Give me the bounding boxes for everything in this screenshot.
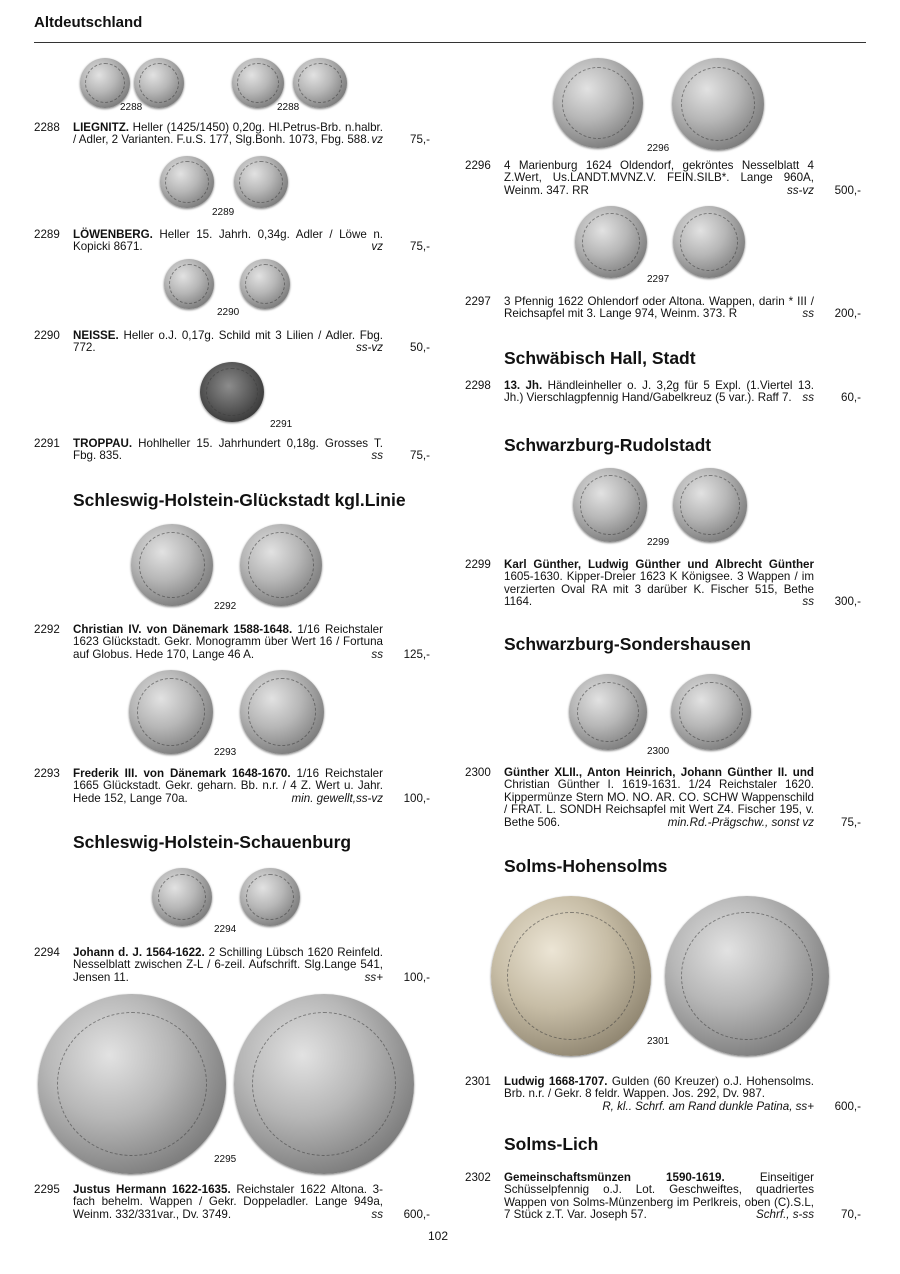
lot-description: Hohlheller 15. Jahrhundert 0,18g. Grosses T. Fbg. 835. (73, 437, 383, 463)
lot-grade: vz (371, 240, 383, 254)
section-heading: Schwarzburg-Sondershausen (504, 634, 751, 654)
lot-title: Justus Hermann 1622-1635. (73, 1183, 231, 1196)
lot-description: 1/16 Reichstaler 1623 Glückstadt. Gekr. Monogramm über Wert 16 / Fortuna auf Globus. Hede 170, Lange 46 A. (73, 623, 383, 661)
lot-title: Gemeinschaftsmünzen 1590-1619. (504, 1171, 725, 1184)
lot-number: 2290 (34, 329, 60, 342)
coin-label: 2301 (647, 1036, 670, 1047)
coin-image (240, 670, 324, 754)
coin-image (673, 206, 745, 278)
lot-2291 (34, 438, 430, 463)
lot-number: 2289 (34, 228, 60, 241)
lot-price: 100,- (403, 970, 430, 984)
lot-grade: ss-vz (786, 183, 814, 197)
lot-price: 100,- (403, 791, 430, 805)
coin-image (129, 670, 213, 754)
lot-description: Heller (1425/1450) 0,20g. Hl.Petrus-Brb. n.halbr. / Adler, 2 Varianten. F.u.S. 177, Slg.Bonh. 1073, Fbg. 588. (73, 121, 383, 147)
section-heading: Schleswig-Holstein-Schauenburg (73, 832, 352, 852)
coin-image (164, 259, 214, 309)
lot-price: 75,- (410, 240, 430, 254)
coin-label: 2295 (214, 1154, 237, 1165)
lot-grade: ss-vz (355, 341, 383, 355)
coin-image (200, 362, 264, 422)
lot-number: 2301 (465, 1075, 491, 1088)
lot-2293 (34, 768, 430, 805)
lot-description: Händleinheller o. J. 3,2g für 5 Expl. (1.Viertel 13. Jh.) Vierschlagpfennig Hand/Gabelkreuz (5 var.). Raff 7. (504, 379, 814, 405)
page-number: 102 (428, 1229, 449, 1243)
lot-2298 (465, 380, 861, 405)
lot-title: Karl Günther, Ludwig Günther und Albrecht Günther (504, 558, 814, 571)
lot-description: 2 Schilling Lübsch 1620 Reinfeld. Nesselblatt zwischen Z-L / 6-zeil. Aufschrift. Slg.Lange 541, Jensen 11. (73, 946, 383, 984)
coin-image (665, 896, 829, 1056)
lot-description: Reichstaler 1622 Altona. 3-fach behelm. Wappen / Gekr. Doppeladler. Lange 949a, Weinm. 332/331var., Dv. 3749. (73, 1183, 383, 1221)
lot-number: 2299 (465, 558, 491, 571)
lot-2292 (34, 624, 430, 661)
coin-label: 2296 (647, 143, 670, 154)
lot-2299 (465, 559, 861, 609)
coin-image (134, 58, 184, 108)
lot-description: Gulden (60 Kreuzer) o.J. Hohensolms. Brb. n.r. / Gekr. 8 feldr. Wappen. Jos. 292, Dv. 987. (504, 1075, 814, 1101)
lot-number: 2288 (34, 121, 60, 134)
lot-description: Heller o.J. 0,17g. Schild mit 3 Lilien / Adler. Fbg. 772. (73, 329, 383, 355)
lot-description: 3 Pfennig 1622 Ohlendorf oder Altona. Wappen, darin * III / Reichsapfel mit 3. Lange 974, Weinm. 373. R (504, 295, 814, 321)
lot-title: Frederik III. von Dänemark 1648-1670. (73, 767, 291, 780)
lot-number: 2291 (34, 437, 60, 450)
lot-grade: ss (802, 595, 814, 609)
coin-image (160, 156, 214, 208)
lot-2294 (34, 947, 430, 984)
lot-price: 75,- (410, 133, 430, 147)
lot-price: 600,- (403, 1207, 430, 1221)
coin-label: 2292 (214, 601, 237, 612)
lot-description: Heller 15. Jahrh. 0,34g. Adler / Löwe n. Kopicki 8671. (73, 228, 383, 254)
lot-2296 (465, 160, 861, 197)
coin-image (38, 994, 226, 1174)
lot-2290 (34, 330, 430, 355)
coin-image (673, 468, 747, 542)
lot-price: 75,- (410, 449, 430, 463)
coin-image (131, 524, 213, 606)
lot-2289 (34, 229, 430, 254)
coin-image (569, 674, 647, 750)
coin-image (240, 868, 300, 926)
coin-image (152, 868, 212, 926)
section-heading: Solms-Hohensolms (504, 856, 668, 876)
lot-2302 (465, 1172, 861, 1222)
coin-image (573, 468, 647, 542)
lot-grade: min. gewellt,ss-vz (291, 791, 383, 805)
lot-grade: ss (371, 1207, 383, 1221)
coin-image (671, 674, 751, 750)
lot-number: 2296 (465, 159, 491, 172)
coin-image (240, 524, 322, 606)
lot-number: 2297 (465, 295, 491, 308)
lot-grade: vz (371, 133, 383, 147)
lot-grade: min.Rd.-Prägschw., sonst vz (667, 815, 814, 829)
lot-title: Christian IV. von Dänemark 1588-1648. (73, 623, 293, 636)
coin-label: 2293 (214, 747, 237, 758)
lot-price: 300,- (834, 595, 861, 609)
lot-description: Einseitiger Schüsselpfennig o.J. Lot. Geschweiftes, quadriertes Wappen von Solms-Münzenberg im Perlkreis, oben (C).S.L, 7 Stück z.T. Var. Joseph 57. (504, 1171, 814, 1222)
lot-number: 2293 (34, 767, 60, 780)
lot-2297 (465, 296, 861, 321)
coin-label: 2290 (217, 307, 240, 318)
lot-grade: ss (802, 391, 814, 405)
coin-label: 2299 (647, 537, 670, 548)
coin-image (672, 58, 764, 150)
lot-2301 (465, 1076, 861, 1113)
section-heading: Solms-Lich (504, 1134, 599, 1154)
lot-2288 (34, 122, 430, 147)
coin-image (575, 206, 647, 278)
lot-price: 70,- (841, 1208, 861, 1222)
section-heading: Schwarzburg-Rudolstadt (504, 435, 712, 455)
lot-2300 (465, 767, 861, 829)
page-header-title: Altdeutschland (34, 14, 143, 31)
lot-number: 2298 (465, 379, 491, 392)
lot-price: 50,- (410, 341, 430, 355)
lot-number: 2300 (465, 766, 491, 779)
lot-grade: ss+ (364, 970, 383, 984)
coin-image (234, 994, 414, 1174)
lot-2295 (34, 1184, 430, 1221)
coin-label: 2300 (647, 746, 670, 757)
header-rule (34, 42, 866, 43)
coin-label: 2291 (270, 419, 293, 430)
section-heading: Schwäbisch Hall, Stadt (504, 348, 696, 368)
lot-grade: R, kl.. Schrf. am Rand dunkle Patina, ss+ (602, 1099, 814, 1113)
coin-image (80, 58, 130, 108)
lot-title: Johann d. J. 1564-1622. (73, 946, 205, 959)
lot-price: 60,- (841, 391, 861, 405)
lot-title: Günther XLII., Anton Heinrich, Johann Günther II. und (504, 766, 814, 779)
coin-label: 2289 (212, 207, 235, 218)
lot-description: 1605-1630. Kipper-Dreier 1623 K Königsee. 3 Wappen / im verzierten Oval RA mit 3 darüber K. Fischer 515, Bethe 1164. (504, 570, 814, 609)
lot-number: 2302 (465, 1171, 491, 1184)
coin-image (232, 58, 284, 108)
lot-title: LÖWENBERG. (73, 228, 153, 241)
coin-label: 2294 (214, 924, 237, 935)
lot-grade: ss (371, 449, 383, 463)
lot-title: NEISSE. (73, 329, 119, 342)
coin-image (293, 58, 347, 108)
lot-price: 125,- (403, 647, 430, 661)
coin-image (240, 259, 290, 309)
lot-description: 4 Marienburg 1624 Oldendorf, gekröntes Nesselblatt 4 Z.Wert, Us.LANDT.MVNZ.V. FEIN.SILB*. Lange 960A, Weinm. 347. RR (504, 159, 814, 197)
coin-label: 2288 (120, 102, 143, 113)
section-heading: Schleswig-Holstein-Glückstadt kgl.Linie (73, 490, 406, 510)
lot-price: 600,- (834, 1099, 861, 1113)
coin-image (553, 58, 643, 148)
lot-number: 2295 (34, 1183, 60, 1196)
lot-price: 200,- (834, 307, 861, 321)
lot-number: 2294 (34, 946, 60, 959)
lot-grade: ss (371, 647, 383, 661)
coin-label: 2297 (647, 274, 670, 285)
lot-grade: ss (802, 307, 814, 321)
lot-title: LIEGNITZ. (73, 121, 130, 134)
lot-title: TROPPAU. (73, 437, 133, 450)
coin-label: 2288 (277, 102, 300, 113)
lot-price: 75,- (841, 815, 861, 829)
lot-title: 13. Jh. (504, 379, 543, 392)
coin-image (491, 896, 651, 1056)
lot-description: Christian Günther I. 1619-1631. 1/24 Reichstaler 1620. Kippermünze Stern MO. NO. AR. CO. SCHW Wappenschild / FRAT. L. SONDH Reichsapfel mit Wert Z4. Fischer 195, v. Bethe 506. (504, 778, 814, 829)
lot-number: 2292 (34, 623, 60, 636)
coin-image (234, 156, 288, 208)
lot-grade: Schrf., s-ss (756, 1208, 814, 1222)
lot-price: 500,- (834, 183, 861, 197)
lot-title: Ludwig 1668-1707. (504, 1075, 608, 1088)
lot-description: 1/16 Reichstaler 1665 Glückstadt. Gekr. geharn. Bb. n.r. / 4 Z. Wert u. Jahr. Hede 152, Lange 70a. (73, 767, 383, 805)
